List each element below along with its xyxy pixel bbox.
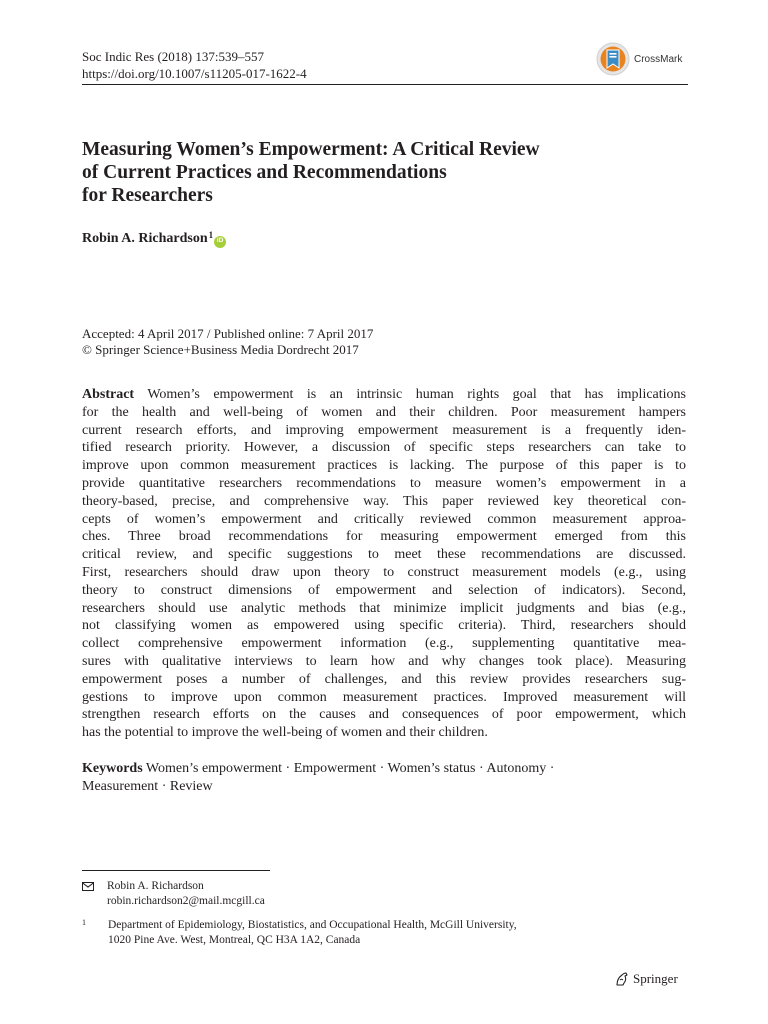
abstract-line: tified research priority. However, a discussion of specific steps researchers can take to — [82, 440, 686, 456]
correspondence-email[interactable]: robin.richardson2@mail.mcgill.ca — [107, 895, 265, 907]
journal-citation: Soc Indic Res (2018) 137:539–557 — [82, 49, 264, 64]
abstract-line: Abstract Women’s empowerment is an intrinsic human rights goal that has implications — [82, 387, 686, 402]
abstract-line: ches. Three broad recommendations for measuring empowerment emerged from this — [82, 529, 686, 545]
abstract-line: not classifying women as empowered using specific criteria). Third, researchers should — [82, 618, 686, 634]
abstract-line: researchers should use analytic methods that minimize implicit judgments and bias (e.g., — [82, 600, 686, 616]
crossmark-badge[interactable] — [596, 42, 682, 76]
keywords-line: Measurement · Review — [82, 778, 213, 794]
article-title — [82, 138, 702, 207]
title-line: Measuring Women’s Empowerment: A Critical Review — [82, 139, 540, 160]
abstract-line: theory to construct dimensions of empowerment and selection of indicators). Second, — [82, 582, 686, 598]
envelope-icon — [82, 882, 94, 891]
abstract-line: has the potential to improve the well-being of women and their children. — [82, 725, 488, 741]
title-line: of Current Practices and Recommendations — [82, 162, 447, 183]
springer-logo — [614, 971, 678, 987]
keywords — [82, 760, 686, 796]
abstract-line: improve upon common measurement practices is lacking. The purpose of this paper is to — [82, 458, 686, 474]
affiliation-footnote — [82, 918, 517, 948]
author-affiliation-ref: 1 — [208, 230, 214, 240]
author-name[interactable]: Robin A. Richardson — [82, 231, 208, 246]
abstract-line: collect comprehensive empowerment information (e.g., supplementing quantitative mea- — [82, 636, 686, 652]
keywords-heading: Keywords — [82, 761, 143, 776]
publication-dates — [82, 326, 373, 358]
abstract-line: current research efforts, and improving empowerment measurement is a frequently iden- — [82, 422, 686, 438]
journal-header — [82, 48, 307, 82]
copyright-notice: © Springer Science+Business Media Dordrecht 2017 — [82, 342, 359, 357]
correspondence — [82, 879, 265, 909]
abstract-line: theory-based, precise, and comprehensive way. This paper reviewed key theoretical con- — [82, 493, 686, 509]
abstract-line: sures with qualitative interviews to learn how and why changes took place). Measuring — [82, 653, 686, 669]
abstract-line: empowerment poses a number of challenges, and this review provides researchers sug- — [82, 671, 686, 687]
crossmark-icon — [596, 42, 630, 76]
orcid-icon[interactable] — [214, 236, 226, 248]
abstract-line: critical review, and specific suggestions to meet these recommendations are discussed. — [82, 547, 686, 563]
abstract-heading: Abstract — [82, 387, 135, 402]
author-line — [82, 231, 226, 248]
springer-horse-icon — [614, 971, 630, 987]
keywords-line: Keywords Women’s empowerment · Empowerment · Women’s status · Autonomy · — [82, 761, 555, 776]
abstract — [82, 386, 686, 742]
abstract-line: strengthen research efforts on the causes and consequences of poor empowerment, which — [82, 707, 686, 723]
abstract-line: gestions to improve upon common measurement practices. Improved measurement will — [82, 689, 686, 705]
abstract-line: for the health and well-being of women and their children. Poor measurement hampers — [82, 404, 686, 420]
springer-wordmark: Springer — [633, 971, 678, 986]
header-divider — [82, 84, 688, 85]
abstract-line: cepts of women’s empowerment and critically reviewed common measurement approa- — [82, 511, 686, 527]
accepted-published-dates: Accepted: 4 April 2017 / Published online: 7 April 2017 — [82, 326, 374, 341]
footnote-divider — [82, 870, 270, 871]
doi-link[interactable]: https://doi.org/10.1007/s11205-017-1622-4 — [82, 66, 307, 81]
crossmark-label: CrossMark — [634, 53, 683, 65]
affiliation-number: 1 — [82, 918, 86, 927]
affiliation-line: 1020 Pine Ave. West, Montreal, QC H3A 1A2, Canada — [108, 934, 361, 946]
title-line: for Researchers — [82, 185, 213, 206]
affiliation-line: Department of Epidemiology, Biostatistics, and Occupational Health, McGill University, — [108, 919, 517, 931]
correspondence-name: Robin A. Richardson — [107, 880, 204, 892]
abstract-line: provide quantitative researchers recommendations to measure women’s empowerment in a — [82, 475, 686, 491]
abstract-line: First, researchers should draw upon theory to construct measurement models (e.g., using — [82, 564, 686, 580]
